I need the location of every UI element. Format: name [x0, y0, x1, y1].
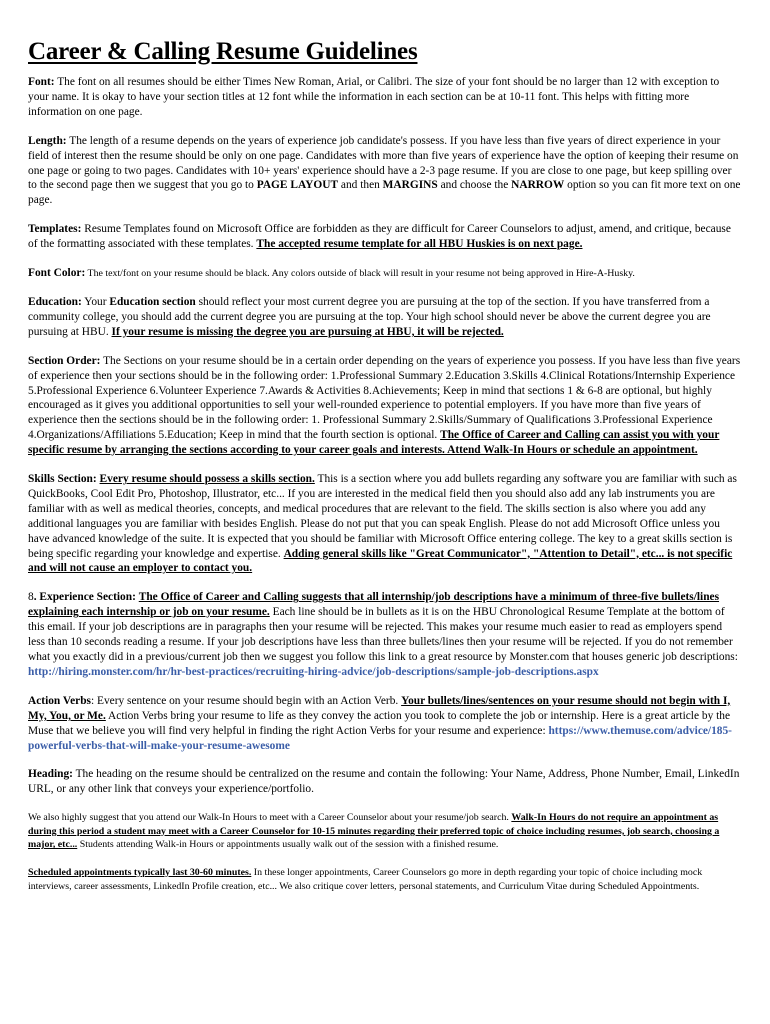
- experience-emphasis: The Office of Career and Calling suggests that all internship/job descriptions have a minimum of three-five bullets/lines explaining each internship or job on your resume.: [28, 591, 720, 619]
- templates-emphasis: The accepted resume template for all HBU Huskies is on next page.: [256, 238, 583, 251]
- length-paragraph: [28, 134, 742, 209]
- heading-paragraph: [28, 767, 742, 797]
- length-text-4: option so you can fit more text on one page.: [28, 179, 741, 207]
- section-order-label: Section Order:: [28, 354, 101, 367]
- skills-label: Skills Section:: [28, 473, 97, 486]
- narrow-term: NARROW: [511, 179, 565, 192]
- templates-text: Resume Templates found on Microsoft Office are forbidden as they are difficult for Career Counselors to adjust, amend, and critique, because of the formatting associated with these templates.: [28, 223, 731, 251]
- skills-text: This is a section where you add bullets regarding any software you are familiar with such as QuickBooks, Cool Edit Pro, Photoshop, Illustrator, etc... If you are interested in the medical field then you should also add any lab instruments you are familiar with as well as medical theories, concepts, and medical procedures that are relevant to the field. The skills section is also where you add any additional languages you are familiar with besides English. Please do not put that you can speak English. Please do not add Microsoft Office unless you have advanced knowledge of the suite. It is expected that you should be familiar with Microsoft Office entering college. The key to a great skills section is being specific regarding your knowledge and expertise.: [28, 473, 737, 560]
- education-text-2: should reflect your most current degree you are pursuing at the top of the section. If you have transferred from a community college, you should add the current degree you are pursuing at the top. Your high school should never be above the current degree you are pursuing at HBU.: [28, 295, 711, 338]
- templates-label: Templates:: [28, 223, 82, 236]
- margins-term: MARGINS: [382, 179, 438, 192]
- font-color-label: Font Color:: [28, 267, 86, 280]
- walk-in-emphasis: Walk-In Hours do not require an appointment as during this period a student may meet with a Career Counselor for 10-15 minutes regarding their preferred topic of choice including resumes, job search, choosing a major, etc...: [28, 812, 720, 851]
- heading-text: The heading on the resume should be centralized on the resume and contain the following: Your Name, Address, Phone Number, Email, LinkedIn URL, or any other link that conveys your experience/portfolio.: [28, 768, 740, 796]
- section-order-emphasis: The Office of Career and Calling can assist you with your specific resume by arranging the sections according to your career goals and interests. Attend Walk-In Hours or schedule an appointment.: [28, 429, 720, 457]
- walk-in-text: We also highly suggest that you attend our Walk-In Hours to meet with a Career Counselor about your resume/job search.: [28, 812, 512, 824]
- walk-in-text-2: Students attending Walk-in Hours or appointments usually walk out of the session with a finished resume.: [77, 839, 499, 851]
- font-text: The font on all resumes should be either Times New Roman, Arial, or Calibri. The size of your font should be no larger than 12 with exception to your name. It is okay to have your section titles at 12 font while the information in each section can be at 10-11 font. This helps with fitting more information on one page.: [28, 76, 720, 118]
- action-verbs-text-2: Action Verbs bring your resume to life as they convey the action you took to complete the job or internship. Here is a great article by the Muse that we believe you will find very helpful in finding the right Action Verbs for your resume and experience:: [28, 709, 731, 737]
- page-title: Career & Calling Resume Guidelines: [28, 38, 418, 65]
- length-text-2: and then: [338, 179, 383, 192]
- length-text: The length of a resume depends on the years of experience job candidate's possess. If you have less than five years of direct experience in your field of interest then the resume should be only on one page. Candidates with more than five years of experience have the option of keeping their resume on one page or going to two pages. Candidates with 10+ years' experience should have a 2-3 page resume. If you are close to one page, but keep spilling over to the second page then we suggest that you go to: [28, 134, 739, 192]
- scheduled-paragraph: [28, 866, 742, 893]
- walk-in-paragraph: [28, 811, 742, 852]
- experience-number: 8: [28, 591, 34, 604]
- length-text-3: and choose the: [437, 179, 512, 192]
- skills-emphasis-2: Adding general skills like "Great Communicator", "Attention to Detail", etc... is not specific and will not cause an employer to contact you.: [28, 547, 733, 575]
- templates-paragraph: [28, 222, 742, 252]
- section-order-text: The Sections on your resume should be in a certain order depending on the years of experience you possess. If you have less than five years of experience then your sections should be in the following order: 1.Professional Summary 2.Education 3.Skills 4.Clinical Rotations/Internship Experience 5.Professional Experience 6.Volunteer Experience 7.Awards & Activities 8.Achievements; Keep in mind that sections 1 & 6-8 are optional, but highly encouraged as it gives you additional opportunities to sell your well-rounded experience to potential employers. If you have more than five years of experience then the sections should be in the following order: 1. Professional Summary 2.Skills/Summary of Qualifications 3.Professional Experience 4.Organizations/Affiliations 5.Education; Keep in mind that the fourth section is optional.: [28, 354, 741, 442]
- education-section-term: Education section: [109, 295, 196, 308]
- education-label: Education:: [28, 295, 82, 308]
- experience-text: Each line should be in bullets as it is on the HBU Chronological Resume Template at the bottom of this email. If your job descriptions are in paragraphs then your resume will be rejected. This makes your resume much easier to read as employers spend less than 10 seconds reading a resume. If your job descriptions have less than three bullets/lines then your resume will be rejected. If you do not remember what you exactly did in a previous/current job then we suggest you follow this link to a great resource by Monster.com that houses generic job descriptions:: [28, 606, 738, 663]
- heading-label: Heading:: [28, 768, 73, 781]
- font-color-text: The text/font on your resume should be black. Any colors outside of black will result in your resume not being approved in Hire-A-Husky.: [85, 268, 635, 280]
- education-emphasis: If your resume is missing the degree you are pursuing at HBU, it will be rejected.: [111, 325, 504, 338]
- scheduled-emphasis: Scheduled appointments typically last 30-60 minutes.: [28, 867, 252, 879]
- font-label: Font:: [28, 76, 55, 88]
- action-verbs-paragraph: [28, 694, 742, 754]
- length-label: Length:: [28, 134, 67, 147]
- font-paragraph: [28, 75, 742, 120]
- page-layout-term: PAGE LAYOUT: [256, 179, 339, 192]
- skills-paragraph: [28, 472, 742, 576]
- font-color-paragraph: [28, 266, 742, 281]
- action-verbs-emphasis: Your bullets/lines/sentences on your resume should not begin with I, My, You, or Me.: [28, 694, 731, 722]
- skills-emphasis: Every resume should possess a skills section.: [99, 473, 315, 486]
- action-verbs-text: : Every sentence on your resume should begin with an Action Verb.: [90, 694, 402, 707]
- education-paragraph: [28, 295, 742, 340]
- scheduled-text: In these longer appointments, Career Counselors go more in depth regarding your topic of choice including mock interviews, career assessments, LinkedIn Profile creation, etc... We also critique cover letters, personal statements, and Curriculum Vitae during Scheduled Appointments.: [28, 867, 703, 892]
- muse-link[interactable]: https://www.themuse.com/advice/185-powerful-verbs-that-will-make-your-resume-awesome: [28, 724, 732, 752]
- section-order-paragraph: [28, 354, 742, 458]
- action-verbs-label: Action Verbs: [28, 694, 91, 707]
- monster-link[interactable]: http://hiring.monster.com/hr/hr-best-practices/recruiting-hiring-advice/job-descriptions/sample-job-descriptions.aspx: [28, 665, 599, 678]
- experience-paragraph: [28, 590, 742, 679]
- experience-label: . Experience Section:: [33, 591, 136, 604]
- education-text: Your: [81, 295, 110, 308]
